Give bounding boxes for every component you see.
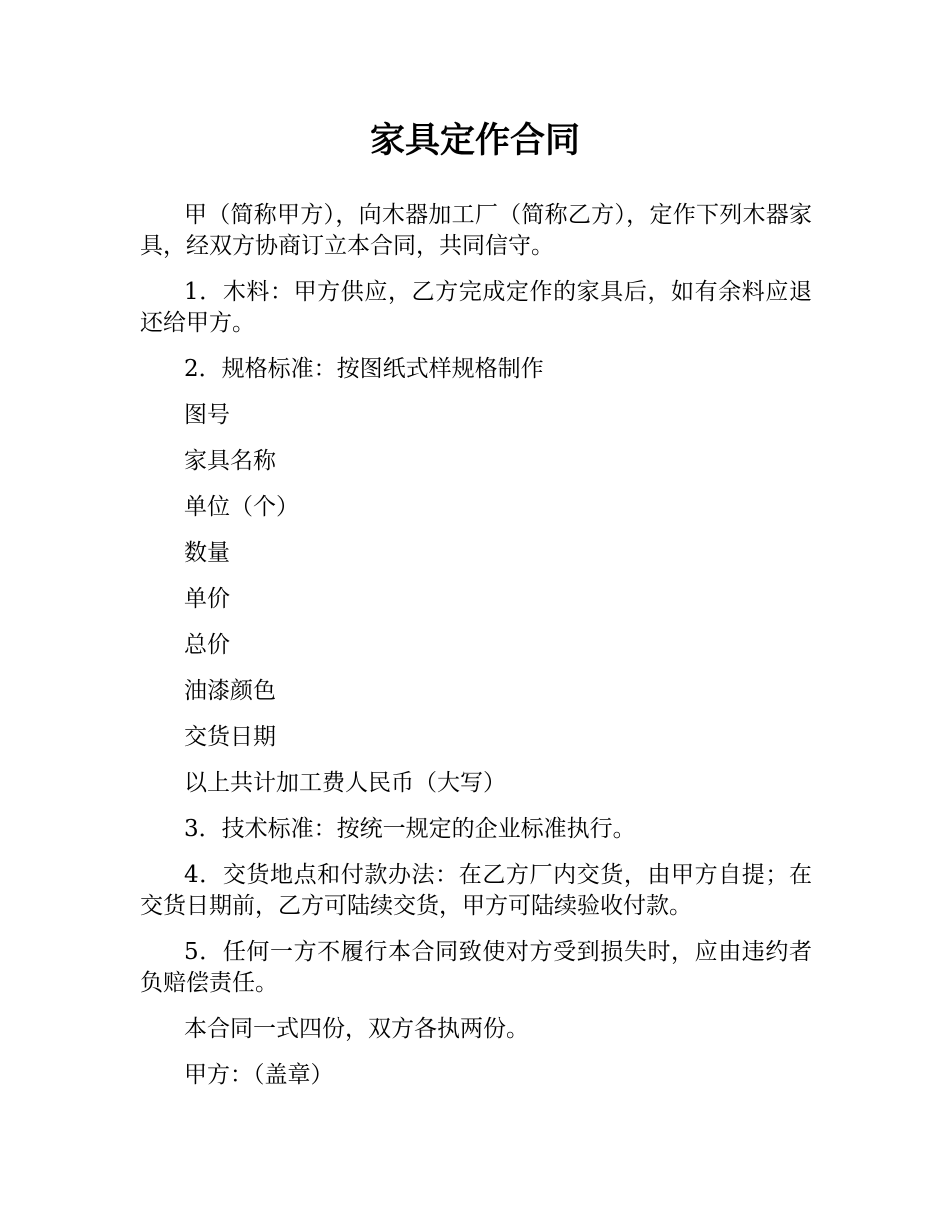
field-delivery-date: 交货日期 xyxy=(184,724,276,750)
field-drawing-number: 图号 xyxy=(184,402,230,428)
clause-2-specifications: 2．规格标准：按图纸式样规格制作 xyxy=(184,356,544,382)
copies-statement: 本合同一式四份，双方各执两份。 xyxy=(184,1016,529,1042)
clause-4-delivery-payment: 4．交货地点和付款办法：在乙方厂内交货，由甲方自提；在交货日期前，乙方可陆续交货，甲方可陆续验收付款。 xyxy=(140,862,812,919)
page-title: 家具定作合同 xyxy=(369,121,580,161)
field-total-fee: 以上共计加工费人民币（大写） xyxy=(184,770,506,796)
field-paint-color: 油漆颜色 xyxy=(184,678,276,704)
document-body xyxy=(140,200,812,1106)
clause-1-materials: 1．木料：甲方供应，乙方完成定作的家具后，如有余料应退还给甲方。 xyxy=(140,279,812,336)
paragraph-intro: 甲（简称甲方），向木器加工厂（简称乙方），定作下列木器家具，经双方协商订立本合同，共同信守。 xyxy=(140,202,812,259)
clause-3-technical-standard: 3．技术标准：按统一规定的企业标准执行。 xyxy=(184,816,636,842)
field-unit-price: 单价 xyxy=(184,586,230,612)
field-unit: 单位（个） xyxy=(184,494,299,520)
field-furniture-name: 家具名称 xyxy=(184,448,276,474)
party-a-signature: 甲方：（盖章） xyxy=(184,1062,334,1088)
clause-5-liability: 5．任何一方不履行本合同致使对方受到损失时，应由违约者负赔偿责任。 xyxy=(140,939,812,996)
field-quantity: 数量 xyxy=(184,540,230,566)
field-total-price: 总价 xyxy=(184,632,230,658)
